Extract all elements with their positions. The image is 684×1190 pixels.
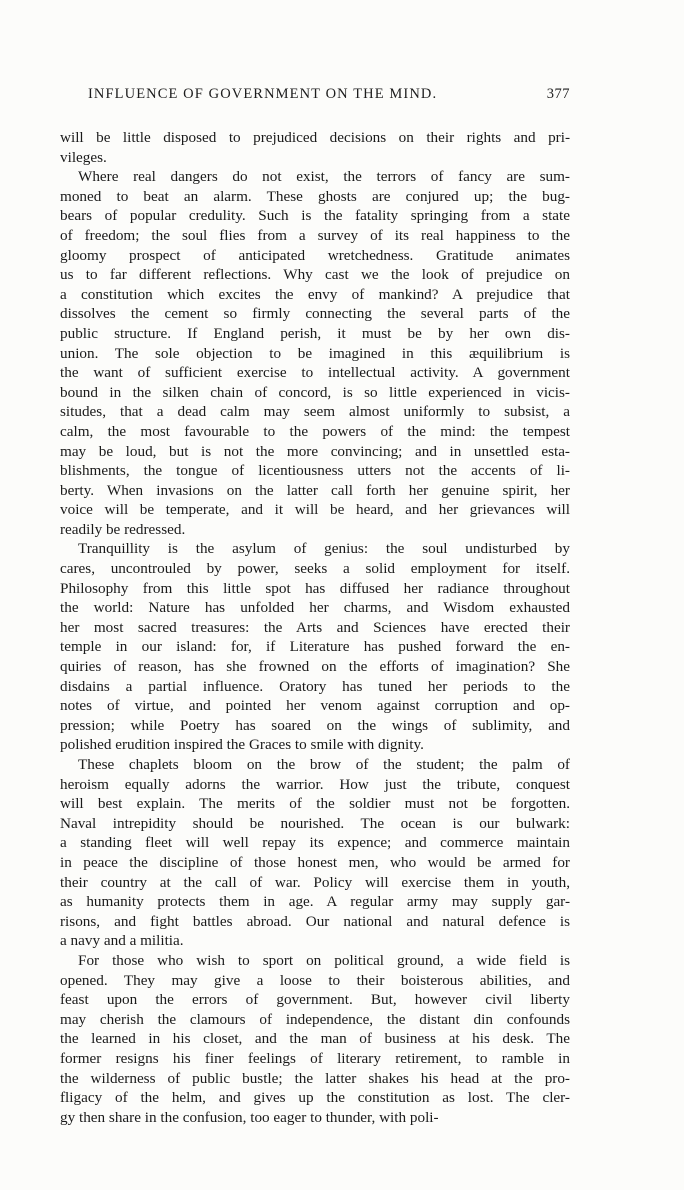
text-line: public structure. If England perish, it must be by her own dis- <box>60 324 570 342</box>
text-line: voice will be temperate, and it will be heard, and her grievances will <box>60 501 570 519</box>
text-line: her most sacred treasures: the Arts and Sciences have erected their <box>60 618 570 636</box>
text-line: the learned in his closet, and the man of business at his desk. The <box>60 1030 570 1048</box>
text-line: quiries of reason, has she frowned on the efforts of imagination? She <box>60 658 570 676</box>
text-line: as humanity protects them in age. A regular army may supply gar- <box>60 893 570 911</box>
text-line: gy then share in the confusion, too eager to thunder, with poli- <box>60 1108 439 1126</box>
text-line: their country at the call of war. Policy will exercise them in youth, <box>60 873 570 891</box>
text-line: bound in the silken chain of concord, is so little experienced in vicis- <box>60 383 570 401</box>
text-line: bears of popular credulity. Such is the fatality springing from a state <box>60 207 570 225</box>
text-line: calm, the most favourable to the powers of the mind: the tempest <box>60 422 570 440</box>
paragraph <box>60 755 570 951</box>
text-line: moned to beat an alarm. These ghosts are conjured up; the bug- <box>60 187 570 205</box>
text-line: readily be redressed. <box>60 520 186 538</box>
text-line: the world: Nature has unfolded her charms, and Wisdom exhausted <box>60 599 570 617</box>
text-line: pression; while Poetry has soared on the wings of sublimity, and <box>60 716 570 734</box>
text-line: will best explain. The merits of the soldier must not be forgotten. <box>60 795 570 813</box>
text-line: of freedom; the soul flies from a survey of its real happiness to the <box>60 226 570 244</box>
text-line: a constitution which excites the envy of mankind? A prejudice that <box>60 285 570 303</box>
body-text <box>60 128 570 1127</box>
text-line: situdes, that a dead calm may seem almost uniformly to subsist, a <box>60 403 570 421</box>
paragraph <box>60 951 570 1127</box>
text-line: gloomy prospect of anticipated wretchedness. Gratitude animates <box>60 246 570 264</box>
text-line: Where real dangers do not exist, the terrors of fancy are sum- <box>78 168 570 186</box>
text-line: fligacy of the helm, and gives up the constitution as lost. The cler- <box>60 1089 570 1107</box>
text-line: may cherish the clamours of independence, the distant din confounds <box>60 1010 570 1028</box>
running-title: INFLUENCE OF GOVERNMENT ON THE MIND. <box>88 86 438 102</box>
text-line: notes of virtue, and pointed her venom against corruption and op- <box>60 697 570 715</box>
page-number: 377 <box>546 86 570 102</box>
text-line: berty. When invasions on the latter call forth her genuine spirit, her <box>60 481 570 499</box>
text-line: the want of sufficient exercise to intellectual activity. A government <box>60 364 570 382</box>
text-line: union. The sole objection to be imagined in this æquilibrium is <box>60 344 570 362</box>
text-line: the wilderness of public bustle; the latter shakes his head at the pro- <box>60 1069 570 1087</box>
text-line: a standing fleet will well repay its expence; and commerce maintain <box>60 834 570 852</box>
text-line: These chaplets bloom on the brow of the student; the palm of <box>78 756 570 773</box>
paragraph <box>60 167 570 539</box>
text-line: vileges. <box>60 148 107 166</box>
text-line: disdains a partial influence. Oratory has tuned her periods to the <box>60 677 570 695</box>
text-line: opened. They may give a loose to their boisterous abilities, and <box>60 971 570 989</box>
text-line: cares, uncontrouled by power, seeks a solid employment for itself. <box>60 560 570 578</box>
text-line: Philosophy from this little spot has diffused her radiance throughout <box>60 579 570 597</box>
text-line: Tranquillity is the asylum of genius: the soul undisturbed by <box>78 540 570 558</box>
text-line: blishments, the tongue of licentiousness utters not the accents of li- <box>60 462 570 480</box>
text-line: may be loud, but is not the more convincing; and in unsettled esta- <box>60 442 570 460</box>
page-header <box>88 86 570 106</box>
text-line: polished erudition inspired the Graces to smile with dignity. <box>60 736 424 754</box>
paragraph <box>60 539 570 755</box>
text-line: dissolves the cement so firmly connecting the several parts of the <box>60 305 570 323</box>
text-line: temple in our island: for, if Literature has pushed forward the en- <box>60 638 570 656</box>
text-line: former resigns his finer feelings of literary retirement, to ramble in <box>60 1049 570 1067</box>
text-line: us to far different reflections. Why cast we the look of prejudice on <box>60 266 570 284</box>
text-line: will be little disposed to prejudiced decisions on their rights and pri- <box>60 129 570 146</box>
text-line: a navy and a militia. <box>60 932 184 950</box>
text-line: For those who wish to sport on political ground, a wide field is <box>78 951 570 969</box>
text-line: feast upon the errors of government. But, however civil liberty <box>60 991 570 1009</box>
text-line: risons, and fight battles abroad. Our national and natural defence is <box>60 912 570 930</box>
paragraph <box>60 128 570 167</box>
text-line: in peace the discipline of those honest men, who would be armed for <box>60 853 570 871</box>
text-line: heroism equally adorns the warrior. How just the tribute, conquest <box>60 775 570 793</box>
text-line: Naval intrepidity should be nourished. The ocean is our bulwark: <box>60 814 570 832</box>
